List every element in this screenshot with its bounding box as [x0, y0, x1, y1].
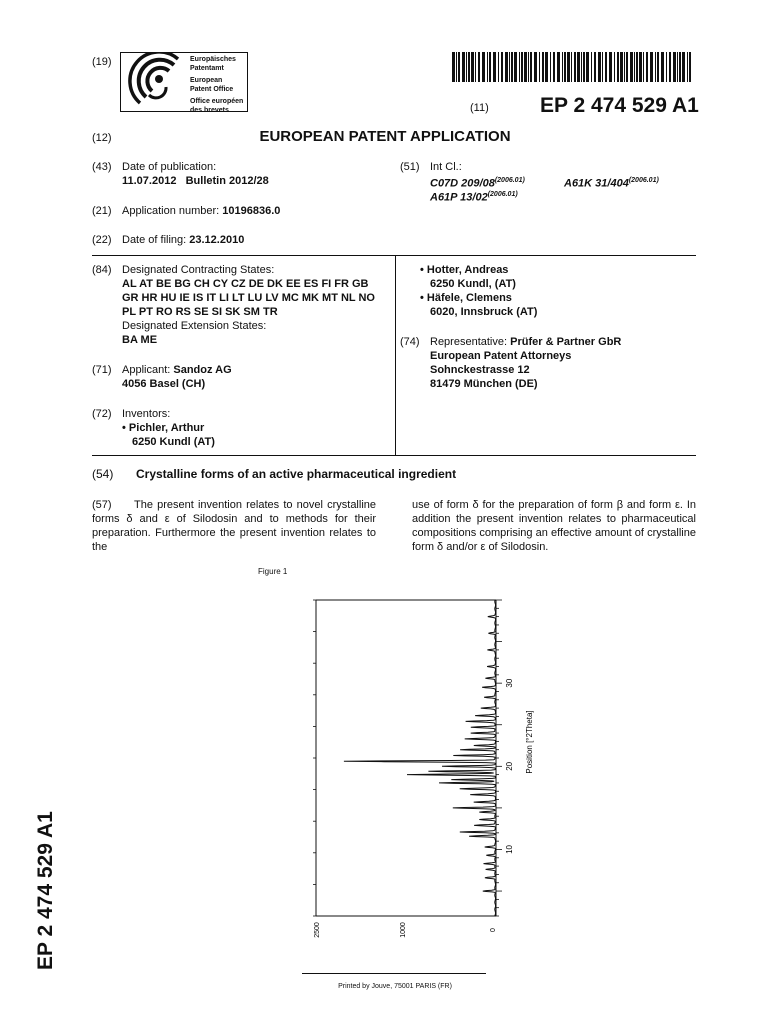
y-tick-label: 1000: [400, 922, 407, 938]
barcode-bar: [521, 52, 523, 82]
barcode-bar: [620, 52, 623, 82]
rule-middle: [395, 255, 396, 455]
contracting-states-3: PL PT RO RS SE SI SK SM TR: [122, 306, 278, 318]
barcode-bar: [456, 52, 457, 82]
figure-label: Figure 1: [258, 567, 288, 576]
field-54: [92, 467, 456, 481]
diffraction-trace: [344, 600, 496, 916]
barcode-bar: [657, 52, 659, 82]
barcode-bar: [626, 52, 628, 82]
barcode-bar: [534, 52, 537, 82]
barcode-bar: [679, 52, 681, 82]
barcode-bar: [478, 52, 480, 82]
rule-top: [92, 255, 696, 256]
y-tick-label: 0: [490, 928, 497, 932]
barcode-bar: [636, 52, 638, 82]
filing-date-label: Date of filing:: [122, 234, 187, 246]
barcode-bar: [466, 52, 467, 82]
inventor-2-name: Hotter, Andreas: [426, 264, 509, 276]
extension-states-label: Designated Extension States:: [122, 320, 267, 332]
barcode-bar: [639, 52, 642, 82]
abstract-left-text: The present invention relates to novel crystalline forms δ and ε of Silodosin and to methods for their preparation. Furthermore the present invention relates to the: [92, 499, 376, 553]
barcode-bar: [530, 52, 532, 82]
inid-71: (71): [92, 364, 112, 376]
representative-name: Prüfer & Partner GbR: [510, 336, 622, 348]
inid-43: (43): [92, 161, 112, 173]
applicant-name: Sandoz AG: [173, 364, 232, 376]
bullet: •: [122, 422, 126, 434]
barcode-bar: [643, 52, 644, 82]
barcode-bar: [514, 52, 517, 82]
barcode-bar: [550, 52, 551, 82]
contracting-states-label: Designated Contracting States:: [122, 264, 275, 276]
barcode-bar: [655, 52, 656, 82]
abstract-right-text: use of form δ for the preparation of form β and form ε. In addition the present invention relates to pharmaceutical compositions comprising an effective amount of crystalline form δ and/or ε of Silodosin.: [412, 499, 696, 553]
office-fr-2: des brevets: [190, 106, 229, 114]
bullet: •: [420, 264, 424, 276]
field-51: [400, 160, 700, 202]
int-cl-1-version: (2006.01): [494, 177, 525, 184]
office-fr-1: Office européen: [190, 98, 244, 105]
x-tick-label: 30: [505, 678, 514, 688]
barcode-bar: [591, 52, 592, 82]
inventor-2: [420, 263, 537, 277]
inid-12: (12): [92, 132, 112, 144]
barcode-bar: [545, 52, 548, 82]
int-cl-list: [400, 174, 700, 202]
field-84: [92, 263, 392, 347]
document-type: EUROPEAN PATENT APPLICATION: [259, 128, 511, 145]
int-cl-2-code: A61K 31/404: [564, 177, 629, 190]
barcode-bar: [673, 52, 676, 82]
int-cl-3-version: (2006.01): [487, 191, 518, 198]
inid-84: (84): [92, 264, 112, 276]
inventor-2-address: 6250 Kundl, (AT): [430, 278, 516, 290]
barcode-bar: [689, 52, 691, 82]
x-axis-title: Position [°2Theta]: [525, 710, 534, 774]
barcode-bar: [614, 52, 615, 82]
barcode-bar: [598, 52, 601, 82]
contracting-states-1: AL AT BE BG CH CY CZ DE DK EE ES FI FR GB: [122, 278, 369, 290]
inventor-3: [420, 291, 537, 305]
barcode-bar: [586, 52, 589, 82]
office-de-1: Europäisches: [190, 56, 236, 63]
inventors-label: Inventors:: [122, 408, 171, 420]
inventor-3-name: Häfele, Clemens: [426, 292, 512, 304]
applicant-address: 4056 Basel (CH): [122, 378, 206, 390]
barcode-bar: [468, 52, 470, 82]
representative-line-3: 81479 München (DE): [430, 378, 538, 390]
barcode-bar: [501, 52, 503, 82]
x-tick-label: 10: [505, 845, 514, 854]
barcode-bar: [583, 52, 585, 82]
field-22: [92, 233, 244, 247]
barcode-bar: [539, 52, 540, 82]
barcode-bar: [661, 52, 664, 82]
field-74: [400, 335, 621, 391]
office-de-2: Patentamt: [190, 64, 224, 72]
barcode-bar: [605, 52, 607, 82]
representative-label: Representative:: [430, 336, 508, 348]
int-cl-2: [564, 174, 659, 191]
barcode-bar: [528, 52, 529, 82]
barcode-bar: [567, 52, 570, 82]
barcode-bar: [458, 52, 460, 82]
barcode-bar: [475, 52, 476, 82]
inid-54: (54): [92, 467, 114, 481]
office-en-1: European: [190, 77, 223, 84]
barcode-bar: [617, 52, 619, 82]
barcode-bar: [542, 52, 544, 82]
barcode-bar: [498, 52, 499, 82]
inid-51: (51): [400, 161, 420, 173]
abstract-left: [92, 498, 376, 554]
xrd-diffractogram: [300, 592, 560, 942]
int-cl-2-version: (2006.01): [628, 177, 659, 184]
barcode-bar: [509, 52, 510, 82]
inventor-3-address: 6020, Innsbruck (AT): [430, 306, 538, 318]
barcode-bar: [553, 52, 555, 82]
inid-72: (72): [92, 408, 112, 420]
printer-note: Printed by Jouve, 75001 PARIS (FR): [338, 983, 452, 990]
barcode-bar: [564, 52, 566, 82]
inid-11: (11): [470, 102, 489, 114]
application-number-label: Application number:: [122, 205, 220, 217]
inventor-1: [92, 421, 215, 435]
inventor-1-name: Pichler, Arthur: [128, 422, 205, 434]
office-names: [190, 56, 243, 115]
applicant-label: Applicant:: [122, 364, 171, 376]
barcode-bar: [489, 52, 491, 82]
barcode-bar: [574, 52, 576, 82]
barcode-bar: [471, 52, 474, 82]
barcode-bar: [571, 52, 572, 82]
rule-bottom: [92, 455, 696, 456]
field-43: [92, 160, 269, 188]
inid-74: (74): [400, 336, 420, 348]
barcode-bar: [577, 52, 580, 82]
barcode-bar: [669, 52, 671, 82]
barcode-bar: [505, 52, 508, 82]
barcode-bar: [562, 52, 563, 82]
barcode-bar: [462, 52, 465, 82]
y-tick-label: 2500: [314, 922, 321, 938]
field-71: [92, 363, 232, 391]
inventor-1-address: 6250 Kundl (AT): [132, 436, 215, 448]
inid-57: (57): [92, 499, 112, 511]
barcode: [452, 52, 694, 82]
barcode-bar: [581, 52, 582, 82]
filing-date: 23.12.2010: [189, 234, 245, 246]
publication-date-label: Date of publication:: [122, 161, 217, 173]
int-cl-label: Int Cl.:: [430, 161, 462, 173]
epo-logo-icon: [121, 53, 191, 111]
barcode-bar: [557, 52, 560, 82]
int-cl-3-code: A61P 13/02: [430, 191, 488, 204]
barcode-bar: [511, 52, 513, 82]
field-72: [92, 407, 215, 449]
barcode-bar: [594, 52, 596, 82]
barcode-bar: [650, 52, 653, 82]
int-cl-3: [430, 188, 518, 205]
barcode-bar: [487, 52, 488, 82]
barcode-bar: [634, 52, 635, 82]
inventors-right: [420, 263, 537, 319]
barcode-bar: [482, 52, 485, 82]
barcode-bar: [452, 52, 455, 82]
office-en-2: Patent Office: [190, 85, 234, 93]
int-cl-1-code: C07D 209/08: [430, 177, 495, 190]
representative-line-1: European Patent Attorneys: [430, 350, 572, 362]
x-tick-label: 20: [505, 761, 514, 771]
barcode-bar: [687, 52, 688, 82]
contracting-states-2: GR HR HU IE IS IT LI LT LU LV MC MK MT NL NO: [122, 292, 375, 304]
barcode-bar: [677, 52, 678, 82]
barcode-bar: [666, 52, 667, 82]
barcode-bar: [519, 52, 520, 82]
barcode-bar: [624, 52, 625, 82]
publication-date: 11.07.2012 Bulletin 2012/28: [122, 175, 269, 187]
footer-rule: [302, 973, 486, 974]
barcode-bar: [493, 52, 496, 82]
bullet: •: [420, 292, 424, 304]
barcode-bar: [602, 52, 603, 82]
side-publication-number: EP 2 474 529 A1: [34, 811, 57, 970]
barcode-bar: [609, 52, 612, 82]
publication-number: EP 2 474 529 A1: [540, 94, 699, 117]
inid-19: (19): [92, 56, 112, 68]
barcode-bar: [646, 52, 648, 82]
barcode-bar: [630, 52, 633, 82]
barcode-bar: [524, 52, 527, 82]
extension-states: BA ME: [122, 334, 158, 346]
field-21: [92, 204, 280, 218]
inid-22: (22): [92, 234, 112, 246]
application-number: 10196836.0: [222, 205, 281, 217]
invention-title: Crystalline forms of an active pharmaceutical ingredient: [136, 467, 457, 481]
inid-21: (21): [92, 205, 112, 217]
barcode-bar: [682, 52, 685, 82]
representative-line-2: Sohnckestrasse 12: [430, 364, 530, 376]
